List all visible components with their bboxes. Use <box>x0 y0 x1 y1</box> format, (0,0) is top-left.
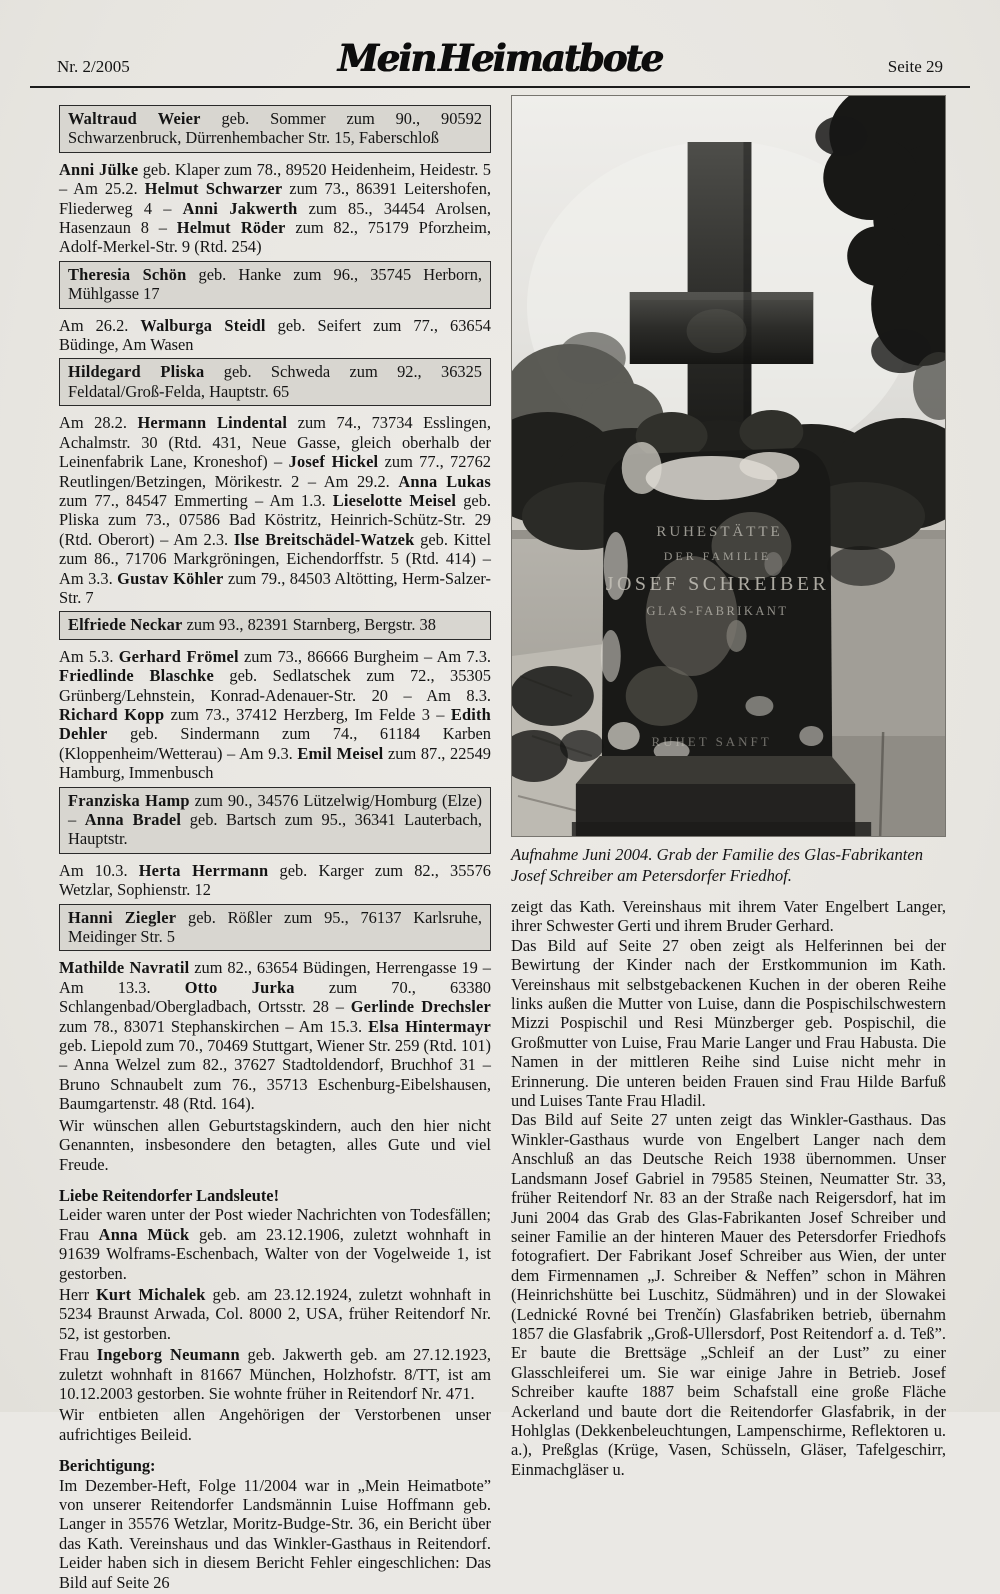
box-hildegard-pliska: Hildegard Pliska geb. Schweda zum 92., 36325 Feldatal/Groß-Felda, Hauptstr. 65 <box>59 358 491 406</box>
box-theresia-schoen: Theresia Schön geb. Hanke zum 96., 35745 Herborn, Mühlgasse 17 <box>59 261 491 309</box>
para-vereinshaus: zeigt das Kath. Vereinshaus mit ihrem Vater Engelbert Langer, ihrer Schwester Gerti und ihrem Bruder Gerhard. <box>511 897 946 936</box>
box-hanni-ziegler: Hanni Ziegler geb. Rößler zum 95., 76137 Karlsruhe, Meidinger Str. 5 <box>59 904 491 952</box>
masthead-title: Mein Heimatbote <box>337 36 663 80</box>
right-column-paragraphs <box>511 897 946 1479</box>
para-berichtigung: Im Dezember-Heft, Folge 11/2004 war in „Mein Heimatbote” von unserer Reitendorfer Landsmännin Luise Hoffmann geb. Langer in 35576 Wetzlar, Moritz-Budge-Str. 36, ein Bericht über das Kath. Vereinshaus und das Winkler-Gasthaus in Reitendorf. Leider haben sich in diesem Bericht Fehler eingeschlichen: Das Bild auf Seite 26 <box>59 1475 491 1592</box>
header-rule <box>30 86 970 88</box>
box-elfriede-neckar: Elfriede Neckar zum 93., 82391 Starnberg, Bergstr. 38 <box>59 611 491 639</box>
para-birthdays-3: Am 28.2. Hermann Lindental zum 74., 73734 Esslingen, Achalmstr. 30 (Rtd. 431, Neue Gasse, gleich oberhalb der Leinenfabrik Lane, Kroneshof) – Josef Hickel zum 77., 72762 Reutlingen/Betzingen, Mörikestr. 2 – Am 29.2. Anna Lukas zum 77., 84547 Emmerting – Am 1.3. Lieselotte Meisel geb. Pliska zum 73., 07586 Bad Köstritz, Heinrich-Schütz-Str. 29 (Rtd. Oberort) – Am 2.3. Ilse Breitschädel-Watzek geb. Kittel zum 86., 71706 Markgröningen, Eichendorffstr. 5 (Rtd. 414) – Am 3.3. Gustav Köhler zum 79., 84503 Altötting, Herm-Salzer-Str. 7 <box>59 413 491 607</box>
para-birthdays-1: Anni Jülke geb. Klaper zum 78., 89520 Heidenheim, Heidestr. 5 – Am 25.2. Helmut Schwarzer zum 73., 86391 Leitershofen, Fliederweg 4 – Anni Jakwerth zum 85., 34454 Arolsen, Hasenzaun 8 – Helmut Röder zum 82., 75179 Pforzheim, Adolf-Merkel-Str. 9 (Rtd. 254) <box>59 159 492 257</box>
gravestone-inscription-line: JOSEF SCHREIBER <box>605 572 830 596</box>
para-condolence: Wir entbieten allen Angehörigen der Verstorbenen unser aufrichtiges Beileid. <box>59 1405 491 1444</box>
issue-number: Nr. 2/2005 <box>57 57 130 76</box>
left-column-blocks <box>59 101 491 1594</box>
para-birthdays-5: Am 10.3. Herta Herrmann geb. Karger zum 82., 35576 Wetzlar, Sophienstr. 12 <box>59 860 491 900</box>
gravestone-inscription-line: GLAS-FABRIKANT <box>646 603 789 619</box>
box-waltraud-weier: Waltraud Weier geb. Sommer zum 90., 90592 Schwarzenbruck, Dürrenhembacher Str. 15, Faberschloß <box>59 105 491 153</box>
para-birthdays-4: Am 5.3. Gerhard Frömel zum 73., 86666 Burgheim – Am 7.3. Friedlinde Blaschke geb. Sedlatschek zum 72., 35305 Grünberg/Lehnstein, Konrad-Adenauer-Str. 20 – Am 8.3. Richard Kopp zum 73., 37412 Herzberg, Im Felde 3 – Edith Dehler geb. Sindermann zum 74., 61184 Karben (Kloppenheim/Wetterau) – Am 9.3. Emil Meisel zum 87., 22549 Hamburg, Immenbusch <box>59 646 491 783</box>
para-birthdays-6: Mathilde Navratil zum 82., 63654 Büdingen, Herrengasse 19 – Am 13.3. Otto Jurka zum 70., 63380 Schlangenbad/Obergladbach, Ortsstr. 28 – Gerlinde Drechsler zum 78., 83071 Stephanskirchen – Am 15.3. Elsa Hintermayr geb. Liepold zum 70., 70469 Stuttgart, Wiener Str. 259 (Rtd. 101) – Anna Welzel zum 82., 37627 Stadtoldendorf, Bruchhof 31 – Bruno Schnaubelt zum 76., 35713 Eschenburg-Eibelshausen, Baumgartenstr. 48 (Rtd. 164). <box>59 958 491 1114</box>
gravestone-plinth <box>572 756 871 836</box>
box-franziska-hamp: Franziska Hamp zum 90., 34576 Lützelwig/Homburg (Elze) – Anna Bradel geb. Bartsch zum 95., 36341 Lauterbach, Hauptstr. <box>59 787 491 854</box>
para-death-anna-mueck: Leider waren unter der Post wieder Nachrichten von Todesfällen; Frau Anna Mück geb. am 23.12.1906, zuletzt wohnhaft in 91639 Wolframs-Eschenbach, Walter von der Vogelweide 1, ist gestorben. <box>59 1205 491 1283</box>
para-birthdays-2: Am 26.2. Walburga Steidl geb. Seifert zum 77., 63654 Büdinge, Am Wasen <box>59 315 491 355</box>
para-seite27-unten: Das Bild auf Seite 27 unten zeigt das Winkler-Gasthaus. Das Winkler-Gasthaus wurde von Engelbert Langer nach dem Anschluß an das Deutsche Reich 1938 übernommen. Unser Landsmann Josef Gabriel in 79585 Steinen, Neumatter Str. 33, früher Reitendorf Nr. 83 an der Straße nach Reigersdorf, hat im Juni 2004 das Grab des Glas-Fabrikanten Josef Schreiber und seiner Familie an der hinteren Mauer des Petersdorfer Friedhofs fotografiert. Der Fabrikant Josef Schreiber aus Wien, der unter dem Firmennamen „J. Schreiber & Neffen” schon in Mähren (Heinrichshütte bei Luschitz, Südmähren) und in der Slowakei (Lednické Rovné bei Trenčín) Glasfabriken betrieb, übernahm 1857 die Glasfabrik „Groß-Ullersdorf, Post Reitendorf a. d. Teß”. Er baute die Brettsäge „Schleif an der Lust” zu einer Glasschleiferei um. Sie war einige Jahre in Betrieb. Josef Schreiber kaufte 1887 beim Schafstall eine große Fläche Ackerland und baute dort die Reitendorfer Glasfabrik, in der Hohlglas (Dekkenbeleuchtungen, Lampenschirme, Reflektoren u. a.), Preßglas (Krüge, Vasen, Schüsseln, Gläser, Tafelgeschirr, Einmachgläser u. <box>511 1110 946 1479</box>
gravestone-inscription-line: DER FAMILIE <box>663 548 772 564</box>
grave-photo-illustration <box>512 96 945 836</box>
page-number: Seite 29 <box>887 57 943 76</box>
photo-caption: Aufnahme Juni 2004. Grab der Familie des Glas-Fabrikanten Josef Schreiber am Petersdorfer Friedhof. <box>511 845 924 885</box>
para-death-kurt-michalek: Herr Kurt Michalek geb. am 23.12.1924, zuletzt wohnhaft in 5234 Braunst Arwada, Col. 8000 2, USA, früher Reitendorf Nr. 52, ist gestorben. <box>59 1284 491 1343</box>
gravestone-slab <box>601 442 832 768</box>
grave-photo <box>511 95 946 837</box>
gravestone-inscription-line: RUHET SANFT <box>651 733 772 750</box>
right-column <box>511 95 946 1479</box>
para-wishes: Wir wünschen allen Geburtstagskindern, auch den hier nicht Genannten, insbesondere den betagten, alles Gute und viel Freude. <box>59 1115 491 1174</box>
heading-landsleute: Liebe Reitendorfer Landsleute! <box>59 1185 280 1205</box>
heading-berichtigung: Berichtigung: <box>59 1456 156 1476</box>
para-death-ingeborg-neumann: Frau Ingeborg Neumann geb. Jakwerth geb. am 27.12.1923, zuletzt wohnhaft in 81667 München, Holzhofstr. 8/TT, ist am 10.12.2003 gestorben. Sie wohnte früher in Reitendorf Nr. 471. <box>59 1345 491 1403</box>
gravestone-inscription-line: RUHESTÄTTE <box>656 523 783 541</box>
para-seite27-oben: Das Bild auf Seite 27 oben zeigt als Helferinnen bei der Bewirtung der Kinder nach der Erstkommunion im Kath. Vereinshaus mit selbstgebackenen Kuchen in der oberen Reihe links außen die Mutter von Luise, dann die Pospischilschwestern Mizzi Pospischil und Resi Münzberger geb. Pospischil, die Großmutter von Luise, Frau Marie Langer und Frau Habusta. Die Namen in der mittleren Reihe sind Luise nicht mehr in Erinnerung. Die unteren beiden Frauen sind Frau Hilde Barfuß und Luises Tante Frau Hladil. <box>511 935 946 1111</box>
